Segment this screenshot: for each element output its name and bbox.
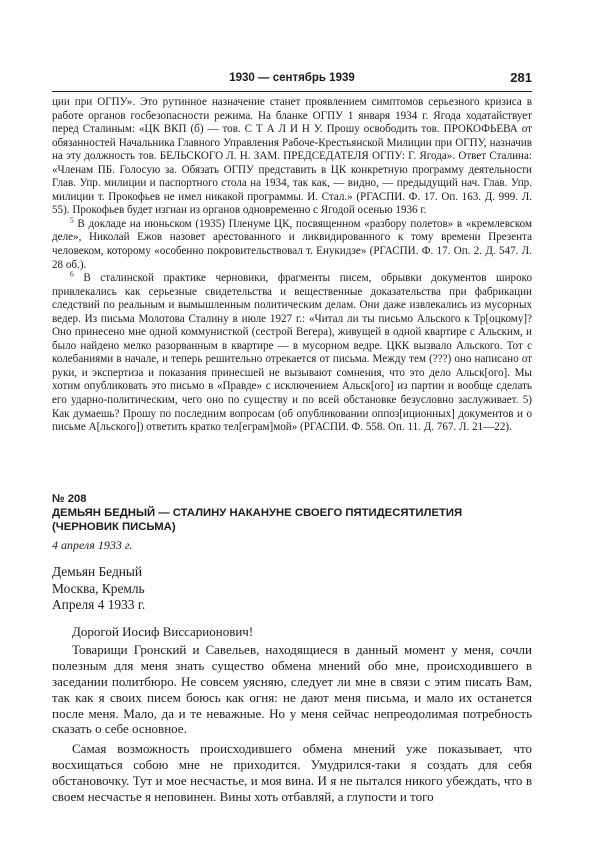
document-title: ДЕМЬЯН БЕДНЫЙ — СТАЛИНУ НАКАНУНЕ СВОЕГО ПЯТИДЕСЯТИЛЕТИЯ (ЧЕРНОВИК ПИСЬМА) [52, 507, 463, 533]
footnote-continuation: ции при ОГПУ». Это рутинное назначение станет проявлением симптомов серьезного кризиса в работе органов госбезопасности режима. На бланке ОГПУ 1 января 1934 г. Ягода ходатайствует перед Сталиным: «ЦК ВКП (б) — тов. С Т А Л И Н У. Прошу освободить тов. ПРОКОФЬЕВА от обязанностей Начальника Главного Управления Рабоче-Крестьянской Милиции при ОГПУ, назначив на эту должность тов. БЕЛЬСКОГО Л. Н. ЗАМ. ПРЕДСЕДАТЕЛЯ ОГПУ: Г. Ягода». Ответ Сталина: «Членам ПБ. Голосую за. Обязать ОГПУ представить в ЦК конкретную программу деятельности Глав. Упр. милиции и паспортного стола на 1934, так как, — видно, — предыдущий нач. Глав. Упр. милиции т. Прокофьев не имел никакой программы. И. Стал.» (РГАСПИ. Ф. 17. Оп. 163. Д. 999. Л. 55). Прокофьев будет изгнан из органов одновременно с Ягодой осенью 1936 г. [52, 96, 532, 217]
letter-body [52, 624, 532, 809]
running-title: 1930 — сентябрь 1939 [229, 72, 355, 84]
letter-paragraph: Самая возможность происходившего обмена мнений уже показывает, что восхищаться собою мне не приходится. Умудрился-таки я создать для себя обстановочку. Тут и мое несчастье, и моя вина. И я не пытался никого убеждать, что в своем несчастье я неповинен. Вины хоть отбавляй, а глупости и того [52, 741, 532, 805]
footnote-number: 5 [70, 215, 74, 225]
sender-name: Демьян Бедный [52, 564, 143, 579]
header-rule [52, 91, 532, 92]
sender-location: Москва, Кремль [52, 580, 145, 596]
footnotes-section [52, 96, 532, 435]
document-number: № 208 [52, 493, 87, 505]
sender-block [52, 564, 532, 614]
footnote-number: 6 [70, 269, 74, 279]
document-date: 4 апреля 1933 г. [52, 538, 133, 552]
footnote-6: $^6$ В сталинской практике черновики, фрагменты писем, обрывки документов широко привлекались как серьезные свидетельства и вещественные доказательства при фабрикации следствий по реальным и вымышленным политическим делам. Они даже извлекались из мусорных ведер. Из письма Молотова Сталину в июле 1927 г.: «Читал ли ты письмо Альского к Тр[оцкому]? Оно принесено мне одной коммунисткой (сестрой Вегера), живущей в одной квартире с Альским, и было найдено мелко разорванным в квартире — в мусорном ведре. ЦКК вызвало Альского. Тот с колебаниями в начале, и теперь решительно отрекается от письма. Между тем (???) оно написано от руки, и экспертиза и показания принесшей не вызывают сомнения, что это дело Альск[ого]. Мы хотим опубликовать это письмо в «Правде» с исключением Альск[ого] из партии и вообще сделать его ударно-политическим, чего оно по существу и по всей обстановке безусловно заслуживает. 5) Как думаешь? Прошу по последним вопросам (об опубликовании оппоз[иционных] документов и о письме А[льского]) ответить кратко тел[еграм]мой» (РГАСПИ. Ф. 558. Оп. 11. Д. 767. Л. 21—22). [52, 269, 532, 434]
letter-salutation: Дорогой Иосиф Виссарионович! [72, 624, 254, 639]
page-number: 281 [510, 70, 532, 85]
document-heading [52, 492, 532, 534]
sender-date: Апреля 4 1933 г. [52, 597, 146, 613]
footnote-5: $^5$ В докладе на июньском (1935) Пленуме ЦК, посвященном «разбору полетов» в «кремлевском деле», Николай Ежов назовет арестованного и ликвидированного к тому времени Презента человеком, которому «особенно покровительствовал т. Енукидзе» (РГАСПИ. Ф. 17. Оп. 2. Д. 547. Л. 28 об.). [52, 215, 532, 271]
letter-paragraph: Товарищи Гронский и Савельев, находящиеся в данный момент у меня, сочли полезным для меня знать существо обмена мнений обо мне, происходившего в заседании политбюро. Не совсем уясняю, следует ли мне в связи с этим писать Вам, так как я своих писем боюсь как огня: не дают меня письма, и мало их останется после меня. Мало, да и те неважные. Но у меня сейчас непреодолимая потребность сказать о себе основное. [52, 641, 532, 737]
running-header [52, 70, 532, 90]
